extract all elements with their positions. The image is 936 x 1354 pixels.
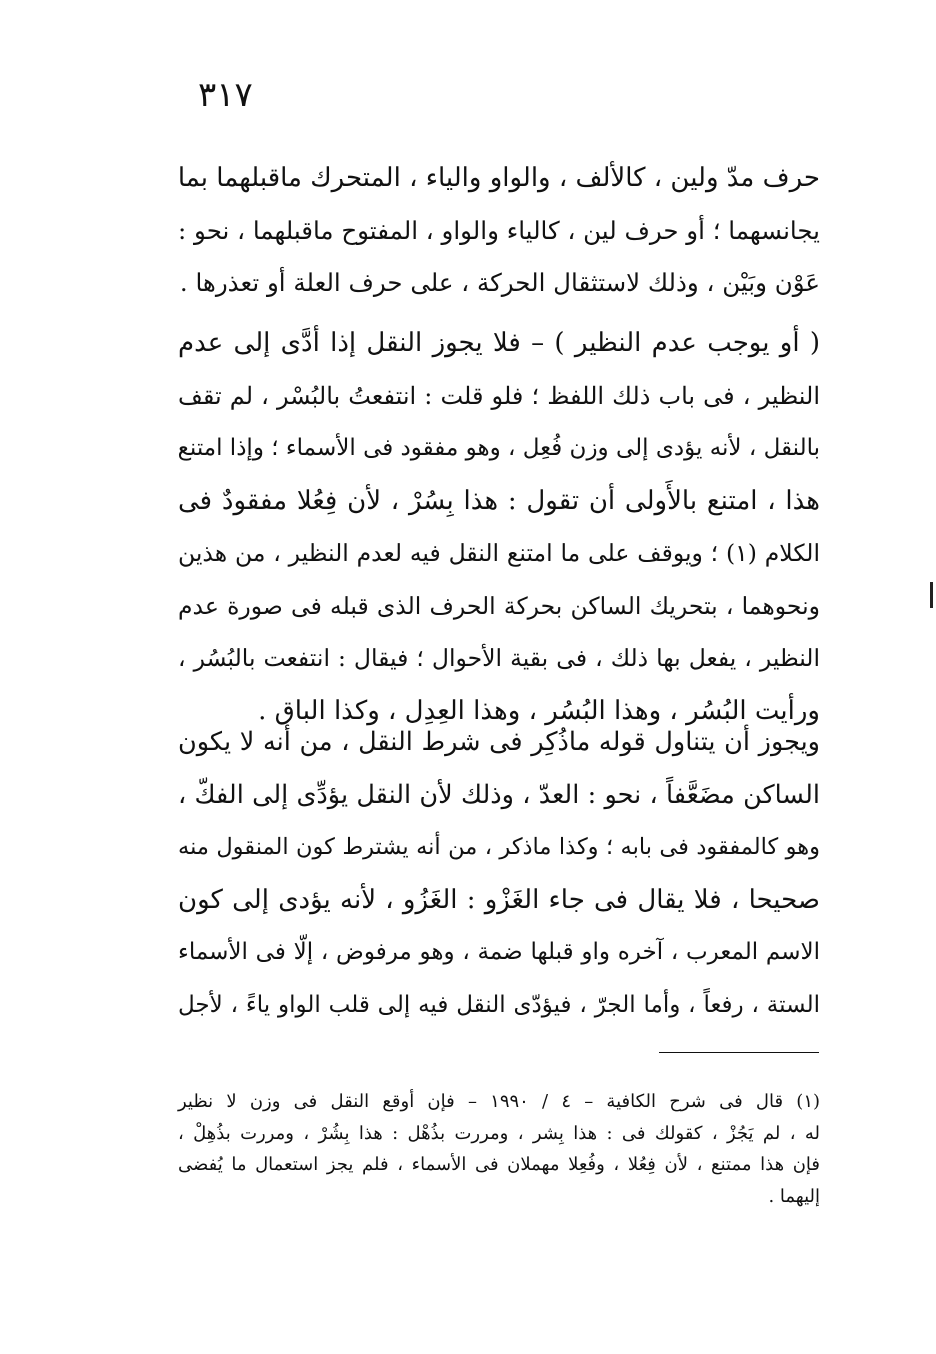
paragraph-2 [178, 317, 820, 737]
text-line: ويجوز أن يتناول قوله ماذُكِر فى شرط النقل ، من أنه لا يكون [178, 727, 820, 757]
footnote-line: إليهما . [768, 1185, 820, 1207]
footnote-line: له ، لم يَجُزْ ، كقولك فى : هذا بِشر ، ومررت بذُهْل : هذا بِشُرْ ، ومررت بذُهِلْ ، [178, 1122, 820, 1144]
paragraph-1 [178, 152, 820, 310]
footnote-separator [659, 1052, 819, 1053]
page-number: ٣١٧ [198, 75, 253, 115]
text-line: الساكن مضَعَّفاً ، نحو : العدّ ، وذلك لأن النقل يؤدِّى إلى الفكّ ، [178, 779, 820, 810]
text-line: وهو كالمفقود فى بابه ؛ وكذا ماذكر ، من أنه يشترط كون المنقول منه [178, 834, 820, 860]
text-line: النظير ، فى باب ذلك اللفظ ؛ فلو قلت : انتفعتُ بالبُسْر ، لم تقف [178, 381, 820, 410]
text-line: الاسم المعرب ، آخره واو قبلها ضمة ، وهو مرفوض ، إلّا فى الأسماء [178, 939, 820, 965]
text-line: ونحوهما ، بتحريك الساكن بحركة الحرف الذى قبله فى صورة عدم [178, 591, 820, 620]
paragraph-3 [178, 716, 820, 1031]
scan-mark [930, 582, 933, 608]
text-line: ورأيت البُسُر ، وهذا البُسُر ، وهذا العِدِل ، وكذا الباق . [258, 695, 820, 726]
footnote [178, 1086, 820, 1212]
text-line: الستة ، رفعاً ، وأما الجرّ ، فيؤدّى النقل فيه إلى قلب الواو ياءً ، لأجل [178, 991, 820, 1018]
text-line: ( أو يوجب عدم النظير ) – فلا يجوز النقل إذا أدَّى إلى عدم [178, 328, 820, 358]
text-line: صحيحا ، فلا يقال فى جاء الغَزْو : الغَزُو ، لأنه يؤدى إلى كون [178, 884, 820, 915]
text-line: النظير ، يفعل بها ذلك ، فى بقية الأحوال ؛ فيقال : انتفعت بالبُسُر ، [178, 644, 820, 672]
text-line: هذا ، امتنع بالأَولى أن تقول : هذا بِسُرْ ، لأن فِعُلا مفقودٌ فى [178, 485, 820, 516]
text-line: يجانسهما ؛ أو حرف لين ، كالياء والواو ، المفتوح ماقبلهما ، نحو : [178, 215, 820, 245]
footnote-line: (١) قال فى شرح الكافية – ٤ / ١٩٩٠ – فإن أوقع النقل فى وزن لا نظير [178, 1091, 821, 1112]
text-line: الكلام (١) ؛ ويوقف على ما امتنع النقل فيه لعدم النظير ، من هذين [178, 539, 820, 567]
text-line: عَوْن وبَيْن ، وذلك لاستثقال الحركة ، على حرف العلة أو تعذرها . [179, 268, 820, 297]
text-line: حرف مدّ ولين ، كالألف ، والواو والياء ، المتحرك ماقبلهما بما [177, 163, 820, 193]
footnote-line: فإن هذا ممتنع ، لأن فِعُلا ، وفُعِلا مهملان فى الأسماء ، فلم يجز استعمال ما يُفضى [178, 1154, 820, 1175]
text-line: بالنقل ، لأنه يؤدى إلى وزن فُعِل ، وهو مفقود فى الأسماء ؛ وإذا امتنع [177, 435, 820, 461]
